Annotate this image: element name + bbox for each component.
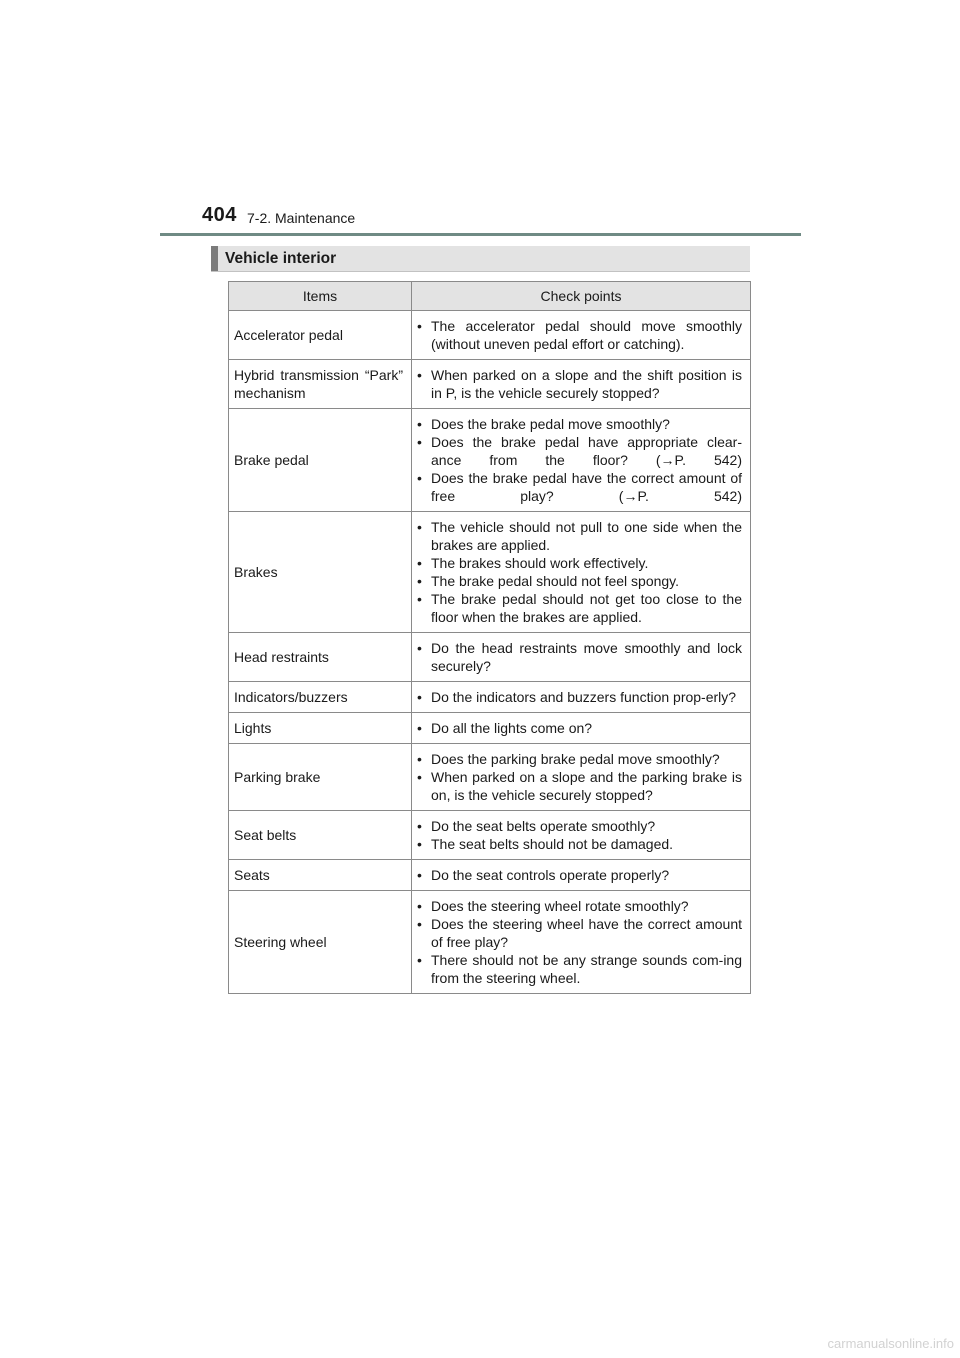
check-point: • The seat belts should not be damaged. <box>417 835 742 853</box>
check-point: • There should not be any strange sounds com-ing from the steering wheel. <box>417 951 742 987</box>
check-point: • The accelerator pedal should move smoothly (without uneven pedal effort or catching). <box>417 317 742 353</box>
check-points-cell <box>412 512 751 633</box>
check-point: • Do the seat controls operate properly? <box>417 866 742 884</box>
item-cell: Steering wheel <box>229 891 412 994</box>
check-points-cell <box>412 744 751 811</box>
check-point: • The brake pedal should not feel spongy. <box>417 572 742 590</box>
check-point: • Does the brake pedal have the correct amount of free play? (→P. 542) <box>417 469 742 505</box>
header-rule <box>160 233 801 236</box>
check-point: • Do the indicators and buzzers function prop-erly? <box>417 688 742 706</box>
check-point: • Does the steering wheel have the correct amount of free play? <box>417 915 742 951</box>
section-title: Vehicle interior <box>225 250 337 267</box>
check-point: • Does the brake pedal move smoothly? <box>417 415 742 433</box>
check-point: • Does the steering wheel rotate smoothly? <box>417 897 742 915</box>
column-header-check-points: Check points <box>412 282 751 311</box>
check-point: • Do all the lights come on? <box>417 719 742 737</box>
item-cell: Seat belts <box>229 811 412 860</box>
table-row <box>229 512 751 633</box>
check-point: • Does the parking brake pedal move smoothly? <box>417 750 742 768</box>
check-points-cell <box>412 891 751 994</box>
check-point: • When parked on a slope and the shift position is in P, is the vehicle securely stopped? <box>417 366 742 402</box>
table-row <box>229 860 751 891</box>
table-row <box>229 744 751 811</box>
check-points-cell <box>412 311 751 360</box>
item-cell: Brake pedal <box>229 409 412 512</box>
check-points-cell <box>412 860 751 891</box>
check-points-cell <box>412 409 751 512</box>
check-point: • Do the seat belts operate smoothly? <box>417 817 742 835</box>
page-number: 404 <box>202 204 237 226</box>
table-row <box>229 311 751 360</box>
check-point: • The brakes should work effectively. <box>417 554 742 572</box>
check-points-cell <box>412 682 751 713</box>
item-cell: Seats <box>229 860 412 891</box>
section-heading-accent <box>211 246 218 271</box>
item-cell: Lights <box>229 713 412 744</box>
table-row <box>229 891 751 994</box>
check-point: • The vehicle should not pull to one side when the brakes are applied. <box>417 518 742 554</box>
check-point: • The brake pedal should not get too close to the floor when the brakes are applied. <box>417 590 742 626</box>
table-row <box>229 409 751 512</box>
watermark: carmanualsonline.info <box>827 1336 954 1351</box>
check-point: • Does the brake pedal have appropriate clear-ance from the floor? (→P. 542) <box>417 433 742 469</box>
check-points-cell <box>412 811 751 860</box>
table-row <box>229 633 751 682</box>
item-cell: Brakes <box>229 512 412 633</box>
chapter-section-label: 7-2. Maintenance <box>247 210 356 226</box>
check-point: • When parked on a slope and the parking brake is on, is the vehicle securely stopped? <box>417 768 742 804</box>
table-row <box>229 360 751 409</box>
table-header-row <box>229 282 751 311</box>
item-cell: Parking brake <box>229 744 412 811</box>
item-cell: Indicators/buzzers <box>229 682 412 713</box>
column-header-items: Items <box>229 282 412 311</box>
check-points-cell <box>412 360 751 409</box>
inspection-table <box>228 281 751 994</box>
section-heading-bar <box>211 246 750 272</box>
table-row <box>229 713 751 744</box>
check-points-cell <box>412 633 751 682</box>
table-row <box>229 682 751 713</box>
item-cell: Accelerator pedal <box>229 311 412 360</box>
item-cell: Head restraints <box>229 633 412 682</box>
table-row <box>229 811 751 860</box>
check-point: • Do the head restraints move smoothly and lock securely? <box>417 639 742 675</box>
item-cell: Hybrid transmission “Park” mechanism <box>229 360 412 409</box>
check-points-cell <box>412 713 751 744</box>
